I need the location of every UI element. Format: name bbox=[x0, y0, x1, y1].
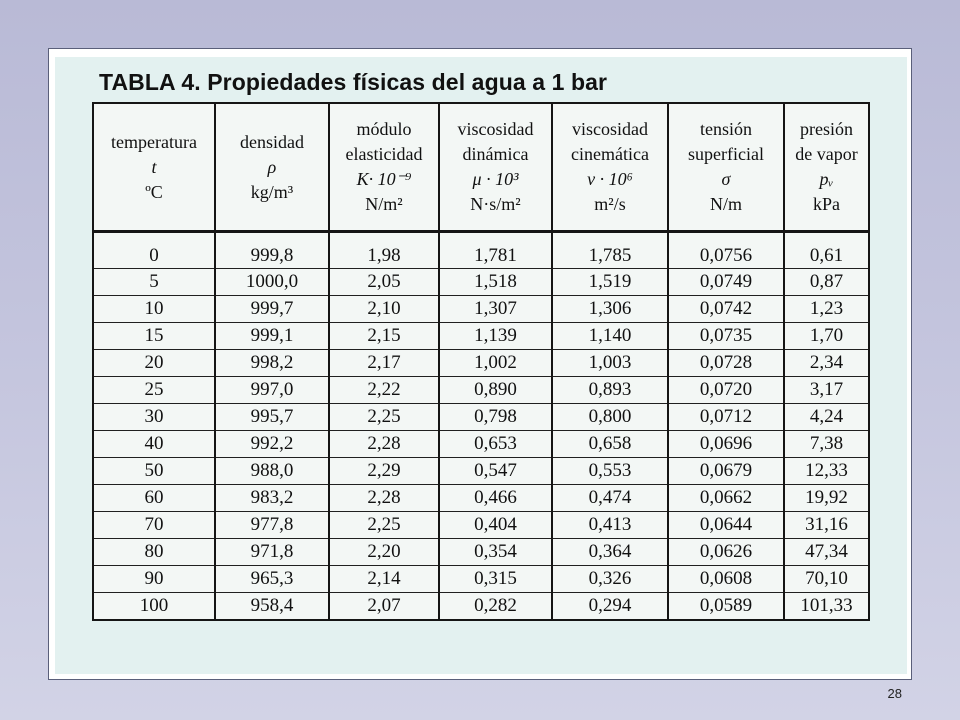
table-row bbox=[93, 269, 869, 296]
table-header-row bbox=[93, 103, 869, 232]
table-cell: 0,0696 bbox=[668, 431, 784, 458]
table-row bbox=[93, 404, 869, 431]
column-header-line: N·s/m² bbox=[470, 194, 521, 214]
table-row bbox=[93, 323, 869, 350]
table-cell: 0,0756 bbox=[668, 232, 784, 269]
table-cell: 25 bbox=[93, 377, 215, 404]
column-header-6 bbox=[784, 103, 869, 232]
column-header-line: K· 10⁻⁹ bbox=[356, 169, 412, 189]
table-cell: 2,28 bbox=[329, 485, 439, 512]
table-cell: 10 bbox=[93, 296, 215, 323]
table-cell: 0,0735 bbox=[668, 323, 784, 350]
column-header-5 bbox=[668, 103, 784, 232]
table-cell: 1,003 bbox=[552, 350, 668, 377]
table-cell: 90 bbox=[93, 566, 215, 593]
table-row bbox=[93, 566, 869, 593]
table-row bbox=[93, 485, 869, 512]
column-header-1 bbox=[215, 103, 329, 232]
table-cell: 70 bbox=[93, 512, 215, 539]
table-cell: 0,282 bbox=[439, 593, 552, 621]
column-header-line: presión bbox=[800, 119, 853, 139]
table-cell: 0,0644 bbox=[668, 512, 784, 539]
column-header-0 bbox=[93, 103, 215, 232]
table-cell: 5 bbox=[93, 269, 215, 296]
table-cell: 30 bbox=[93, 404, 215, 431]
column-header-line: módulo bbox=[356, 119, 412, 139]
column-header-line: ν · 10⁶ bbox=[587, 169, 633, 189]
column-header-line: kg/m³ bbox=[250, 181, 294, 202]
table-row bbox=[93, 350, 869, 377]
column-header-line: dinámica bbox=[462, 144, 529, 164]
table-row bbox=[93, 458, 869, 485]
table-cell: 0,658 bbox=[552, 431, 668, 458]
table-cell: 0,404 bbox=[439, 512, 552, 539]
table-cell: 1000,0 bbox=[215, 269, 329, 296]
table-cell: 2,29 bbox=[329, 458, 439, 485]
table-cell: 1,139 bbox=[439, 323, 552, 350]
table-cell: 50 bbox=[93, 458, 215, 485]
column-header-line: viscosidad bbox=[572, 119, 648, 139]
table-cell: 0,800 bbox=[552, 404, 668, 431]
column-header-3 bbox=[439, 103, 552, 232]
column-header-line: de vapor bbox=[795, 144, 858, 164]
table-cell: 1,519 bbox=[552, 269, 668, 296]
table-cell: 1,306 bbox=[552, 296, 668, 323]
table-cell: 0,547 bbox=[439, 458, 552, 485]
table-cell: 2,34 bbox=[784, 350, 869, 377]
column-header-line: N/m bbox=[709, 194, 742, 214]
table-cell: 0,0742 bbox=[668, 296, 784, 323]
table-cell: 971,8 bbox=[215, 539, 329, 566]
table-cell: 0,0679 bbox=[668, 458, 784, 485]
table-cell: 2,14 bbox=[329, 566, 439, 593]
table-cell: 998,2 bbox=[215, 350, 329, 377]
table-cell: 2,28 bbox=[329, 431, 439, 458]
table-cell: 1,140 bbox=[552, 323, 668, 350]
table-cell: 19,92 bbox=[784, 485, 869, 512]
column-header-line: temperatura bbox=[111, 131, 197, 152]
scanned-table-image bbox=[55, 57, 907, 674]
table-cell: 0,364 bbox=[552, 539, 668, 566]
table-cell: 0,0728 bbox=[668, 350, 784, 377]
column-header-line: pᵥ bbox=[819, 169, 834, 189]
table-cell: 0,0608 bbox=[668, 566, 784, 593]
table-cell: 12,33 bbox=[784, 458, 869, 485]
table-cell: 1,70 bbox=[784, 323, 869, 350]
table-cell: 0,413 bbox=[552, 512, 668, 539]
table-cell: 999,7 bbox=[215, 296, 329, 323]
table-cell: 0,0589 bbox=[668, 593, 784, 621]
column-header-line: σ bbox=[721, 169, 731, 189]
table-cell: 1,23 bbox=[784, 296, 869, 323]
table-cell: 0,0662 bbox=[668, 485, 784, 512]
table-cell: 2,22 bbox=[329, 377, 439, 404]
table-cell: 31,16 bbox=[784, 512, 869, 539]
table-cell: 0,0720 bbox=[668, 377, 784, 404]
table-cell: 958,4 bbox=[215, 593, 329, 621]
table-cell: 1,785 bbox=[552, 232, 668, 269]
table-cell: 999,8 bbox=[215, 232, 329, 269]
column-header-2 bbox=[329, 103, 439, 232]
table-row bbox=[93, 431, 869, 458]
table-cell: 965,3 bbox=[215, 566, 329, 593]
column-header-line: tensión bbox=[700, 119, 752, 139]
table-cell: 60 bbox=[93, 485, 215, 512]
table-cell: 0,474 bbox=[552, 485, 668, 512]
column-header-line: N/m² bbox=[365, 194, 403, 214]
table-cell: 2,20 bbox=[329, 539, 439, 566]
table-cell: 40 bbox=[93, 431, 215, 458]
table-cell: 0,653 bbox=[439, 431, 552, 458]
table-row bbox=[93, 539, 869, 566]
table-cell: 995,7 bbox=[215, 404, 329, 431]
table-row bbox=[93, 512, 869, 539]
column-header-line: superficial bbox=[688, 144, 764, 164]
table-cell: 1,781 bbox=[439, 232, 552, 269]
table-cell: 977,8 bbox=[215, 512, 329, 539]
table-cell: 0,354 bbox=[439, 539, 552, 566]
table-cell: 999,1 bbox=[215, 323, 329, 350]
table-cell: 2,05 bbox=[329, 269, 439, 296]
table-cell: 20 bbox=[93, 350, 215, 377]
table-cell: 1,518 bbox=[439, 269, 552, 296]
table-cell: 0,0712 bbox=[668, 404, 784, 431]
table-cell: 100 bbox=[93, 593, 215, 621]
table-cell: 988,0 bbox=[215, 458, 329, 485]
table-cell: 0,294 bbox=[552, 593, 668, 621]
table-cell: 2,10 bbox=[329, 296, 439, 323]
column-header-line: viscosidad bbox=[457, 119, 534, 139]
table-row bbox=[93, 593, 869, 621]
table-cell: 983,2 bbox=[215, 485, 329, 512]
table-cell: 0,0749 bbox=[668, 269, 784, 296]
column-header-line: μ · 10³ bbox=[472, 169, 519, 189]
column-header-line: densidad bbox=[240, 131, 304, 152]
table-row bbox=[93, 232, 869, 269]
table-cell: 2,25 bbox=[329, 404, 439, 431]
table-cell: 4,24 bbox=[784, 404, 869, 431]
table-cell: 0,553 bbox=[552, 458, 668, 485]
table-cell: 997,0 bbox=[215, 377, 329, 404]
table-cell: 0,890 bbox=[439, 377, 552, 404]
table-cell: 0,315 bbox=[439, 566, 552, 593]
table-cell: 80 bbox=[93, 539, 215, 566]
column-header-line: kPa bbox=[813, 194, 840, 214]
column-header-line: m²/s bbox=[594, 194, 626, 214]
table-cell: 0,0626 bbox=[668, 539, 784, 566]
table-row bbox=[93, 377, 869, 404]
table-cell: 1,002 bbox=[439, 350, 552, 377]
table-cell: 2,25 bbox=[329, 512, 439, 539]
water-properties-table bbox=[92, 102, 870, 621]
table-cell: 0,87 bbox=[784, 269, 869, 296]
table-cell: 0,326 bbox=[552, 566, 668, 593]
table-cell: 2,17 bbox=[329, 350, 439, 377]
column-header-line: elasticidad bbox=[345, 144, 423, 164]
table-cell: 1,307 bbox=[439, 296, 552, 323]
table-cell: 3,17 bbox=[784, 377, 869, 404]
table-cell: 7,38 bbox=[784, 431, 869, 458]
table-cell: 1,98 bbox=[329, 232, 439, 269]
table-cell: 2,15 bbox=[329, 323, 439, 350]
column-header-line: t bbox=[151, 156, 157, 177]
table-cell: 992,2 bbox=[215, 431, 329, 458]
table-cell: 2,07 bbox=[329, 593, 439, 621]
page-number: 28 bbox=[887, 686, 902, 701]
column-header-line: cinemática bbox=[571, 144, 649, 164]
table-cell: 47,34 bbox=[784, 539, 869, 566]
table-cell: 0,798 bbox=[439, 404, 552, 431]
table-cell: 0,893 bbox=[552, 377, 668, 404]
table-cell: 15 bbox=[93, 323, 215, 350]
table-row bbox=[93, 296, 869, 323]
column-header-line: ºC bbox=[145, 181, 163, 202]
table-cell: 101,33 bbox=[784, 593, 869, 621]
table-title: TABLA 4. Propiedades físicas del agua a 1 bar bbox=[99, 69, 608, 95]
table-cell: 70,10 bbox=[784, 566, 869, 593]
table-cell: 0,61 bbox=[784, 232, 869, 269]
table-cell: 0,466 bbox=[439, 485, 552, 512]
column-header-line: ρ bbox=[267, 156, 277, 177]
table-cell: 0 bbox=[93, 232, 215, 269]
column-header-4 bbox=[552, 103, 668, 232]
slide-content-frame bbox=[48, 48, 912, 680]
